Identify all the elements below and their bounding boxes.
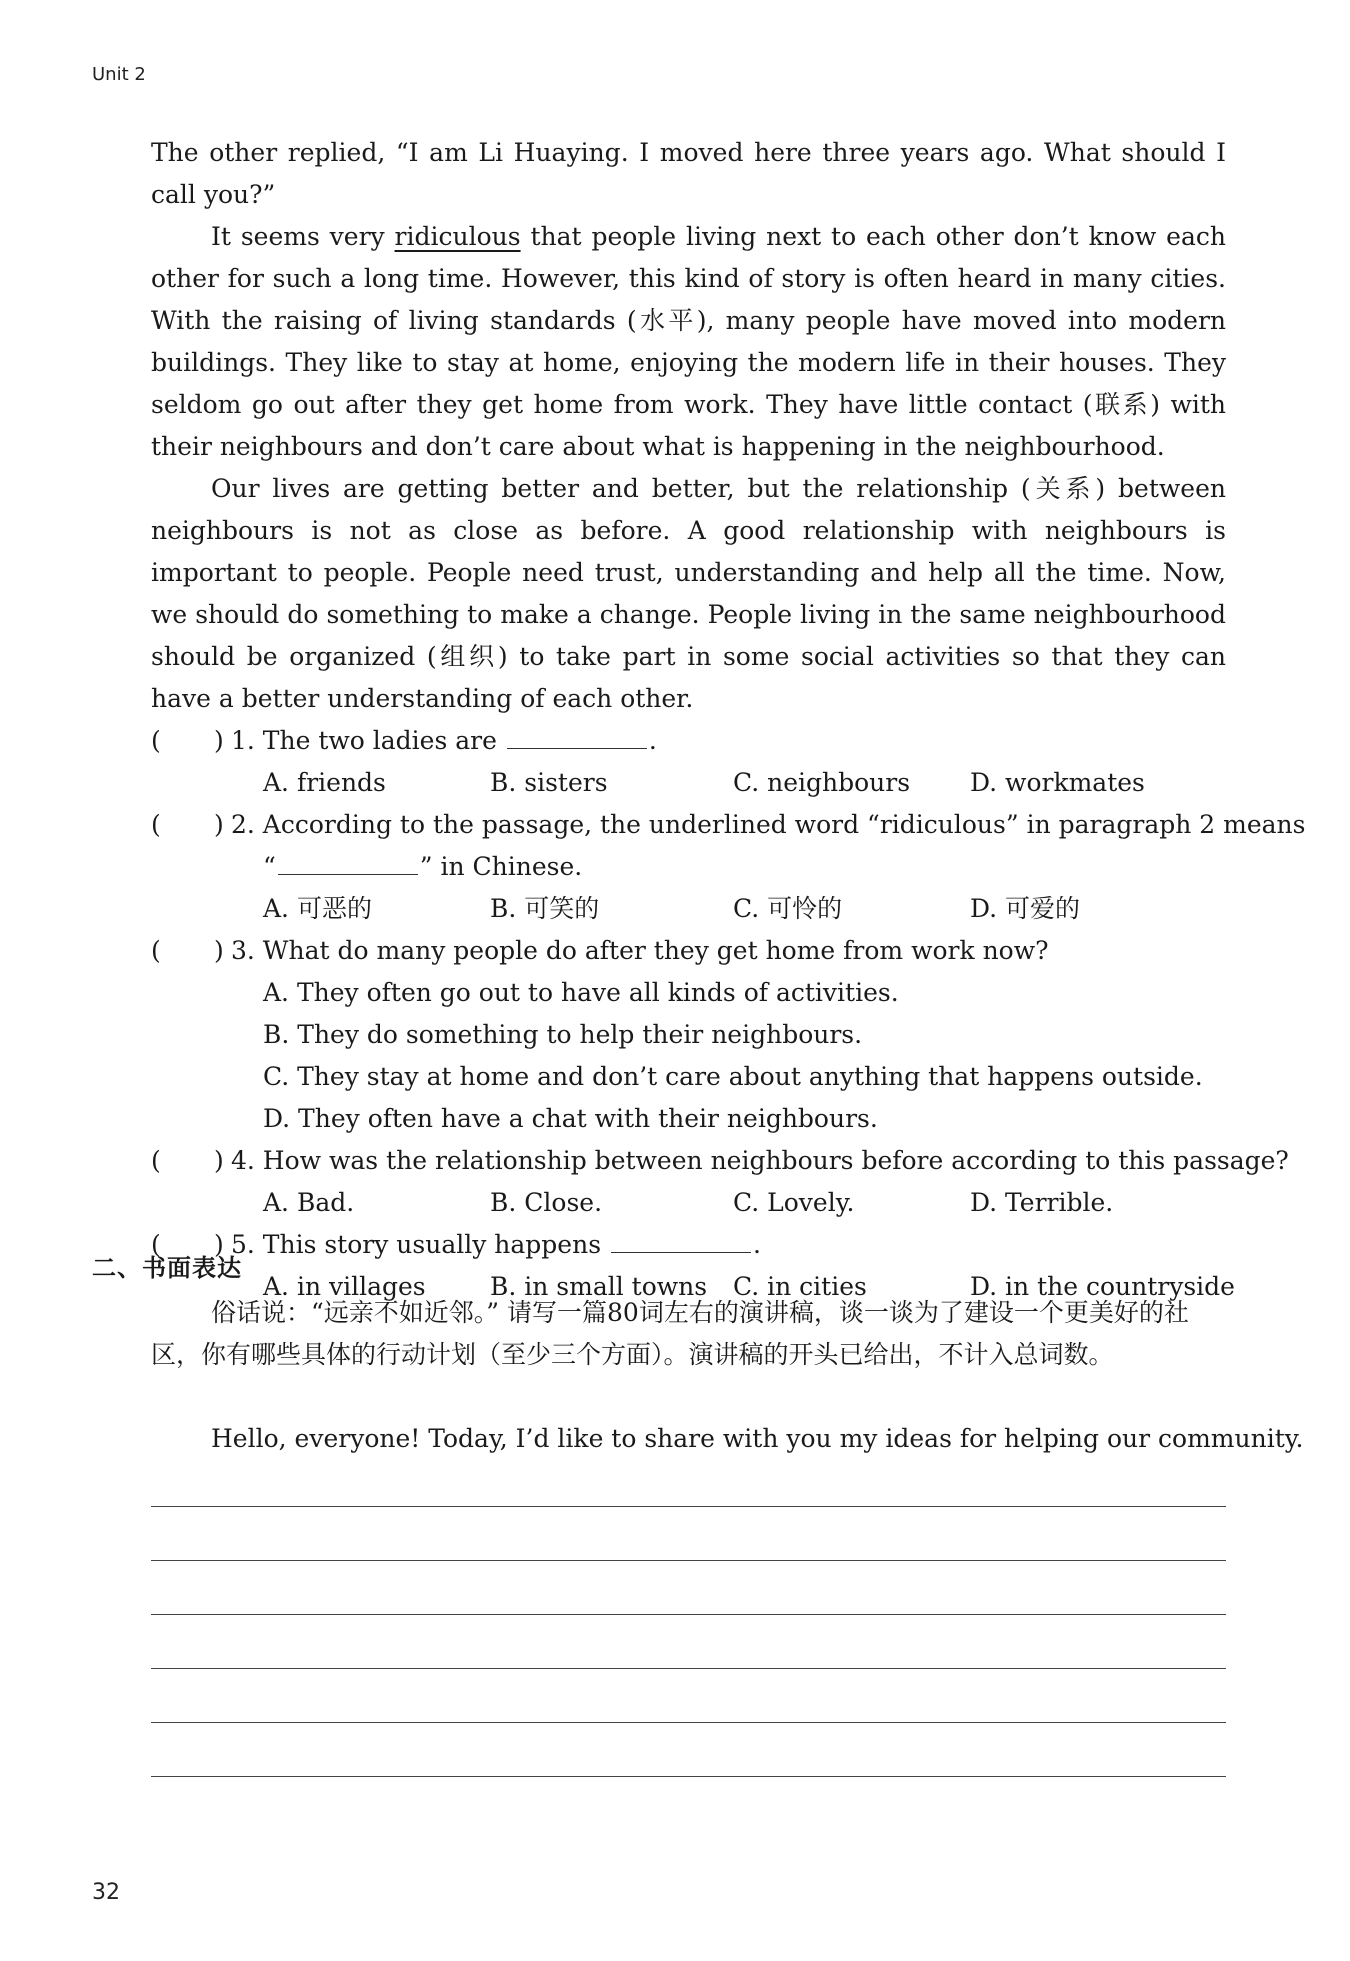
- option-b: B. 可笑的: [490, 894, 600, 923]
- paragraph-2-start: It seems very: [211, 222, 395, 251]
- option-c: C. 可怜的: [733, 894, 843, 923]
- writing-line[interactable]: [151, 1722, 1226, 1723]
- answer-paren-open[interactable]: (: [151, 1230, 161, 1259]
- question-2-stem: 2. According to the passage, the underlined word “ridiculous” in paragraph 2 means: [231, 810, 1306, 839]
- answer-paren-open[interactable]: (: [151, 1146, 161, 1175]
- question-4-stem: 4. How was the relationship between neighbours before according to this passage?: [231, 1146, 1289, 1175]
- question-3-option-b: [151, 1014, 1226, 1056]
- answer-paren-close: ): [214, 936, 224, 965]
- question-stem: [231, 1224, 761, 1266]
- question-1-period: .: [648, 726, 657, 755]
- question-4-options: [151, 1182, 1226, 1224]
- underlined-word: ridiculous: [394, 222, 521, 251]
- answer-paren-close: ): [214, 1146, 224, 1175]
- answer-paren-close: ): [214, 810, 224, 839]
- option-d: D. in the countryside: [970, 1272, 1235, 1301]
- question-1-stem: 1. The two ladies are: [231, 726, 497, 755]
- question-1-options: [151, 762, 1226, 804]
- answer-paren-open[interactable]: (: [151, 936, 161, 965]
- option-c: C. in cities: [733, 1272, 867, 1301]
- question-5-period: .: [753, 1230, 761, 1259]
- option-b: B. in small towns: [490, 1272, 708, 1301]
- option-b: B. Close.: [490, 1188, 603, 1217]
- question-2-continuation: [151, 846, 1226, 888]
- question-4: [151, 1140, 1289, 1182]
- writing-line[interactable]: [151, 1668, 1226, 1669]
- passage-paragraph-2: [151, 216, 1226, 468]
- paragraph-2-rest: that people living next to each other don’t know each other for such a long time. However, this kind of story is often heard in many cities. With the raising of living standards (水平), many people have moved into modern buildings. They like to stay at home, enjoying the modern life in their houses. They seldom go out after they get home from work. They have little contact (联系) with their neighbours and don’t care about what is happening in the neighbourhood.: [151, 222, 1226, 461]
- question-1: [151, 720, 1226, 762]
- question-2-cont: [263, 846, 582, 888]
- section-heading: 二、书面表达: [92, 1254, 242, 1282]
- question-3-stem: 3. What do many people do after they get home from work now?: [231, 936, 1049, 965]
- option-c: C. Lovely.: [733, 1188, 855, 1217]
- answer-blank[interactable]: [507, 724, 647, 749]
- answer-paren-close: ): [214, 726, 224, 755]
- question-stem: [231, 720, 657, 762]
- option-d: D. 可爱的: [970, 894, 1081, 923]
- unit-label: Unit 2: [92, 64, 146, 85]
- writing-prompt: 俗话说：“远亲不如近邻。” 请写一篇80词左右的演讲稿，谈一谈为了建设一个更美好的社区，你有哪些具体的行动计划（至少三个方面）。演讲稿的开头已给出，不计入总词数。: [151, 1298, 1189, 1369]
- open-quote: “: [263, 852, 276, 881]
- option-a: A. in villages: [263, 1272, 426, 1301]
- question-3: [151, 930, 1226, 972]
- option-d: D. They often have a chat with their neighbours.: [263, 1104, 878, 1133]
- option-d: D. Terrible.: [970, 1188, 1114, 1217]
- writing-line[interactable]: [151, 1506, 1226, 1507]
- option-a: A. 可恶的: [263, 894, 372, 923]
- passage-paragraph-3: Our lives are getting better and better, but the relationship (关系) between neighbours is not as close as before. A good relationship with neighbours is important to people. People need trust, understanding and help all the time. Now, we should do something to make a change. People living in the same neighbourhood should be organized (组织) to take part in some social activities so that they can have a better understanding of each other.: [151, 474, 1226, 713]
- answer-paren-close: ): [214, 1230, 224, 1259]
- option-d: D. workmates: [970, 768, 1145, 797]
- question-3-option-c: [151, 1056, 1226, 1098]
- option-a: A. friends: [263, 768, 386, 797]
- writing-line[interactable]: [151, 1614, 1226, 1615]
- question-2-tail: ” in Chinese.: [419, 852, 583, 881]
- answer-blank[interactable]: [611, 1228, 751, 1253]
- passage-paragraph-1: The other replied, “I am Li Huaying. I moved here three years ago. What should I call you?”: [151, 138, 1226, 209]
- question-5: [151, 1224, 1226, 1266]
- question-3-option-a: [151, 972, 1226, 1014]
- page-number: 32: [92, 1880, 120, 1905]
- question-2: [151, 804, 1306, 846]
- option-a: A. Bad.: [263, 1188, 355, 1217]
- option-c: C. They stay at home and don’t care about anything that happens outside.: [263, 1062, 1203, 1091]
- question-3-option-d: [151, 1098, 1226, 1140]
- answer-paren-open[interactable]: (: [151, 810, 161, 839]
- answer-paren-open[interactable]: (: [151, 726, 161, 755]
- writing-line[interactable]: [151, 1776, 1226, 1777]
- reading-section: [151, 132, 1306, 1308]
- option-a: A. They often go out to have all kinds of activities.: [263, 978, 899, 1007]
- writing-opening-sentence: Hello, everyone! Today, I’d like to share with you my ideas for helping our community.: [211, 1424, 1304, 1453]
- option-b: B. They do something to help their neighbours.: [263, 1020, 863, 1049]
- writing-line[interactable]: [151, 1560, 1226, 1561]
- option-c: C. neighbours: [733, 768, 911, 797]
- question-5-stem: 5. This story usually happens: [231, 1230, 602, 1259]
- option-b: B. sisters: [490, 768, 608, 797]
- answer-blank[interactable]: [278, 850, 418, 875]
- question-2-options: [151, 888, 1226, 930]
